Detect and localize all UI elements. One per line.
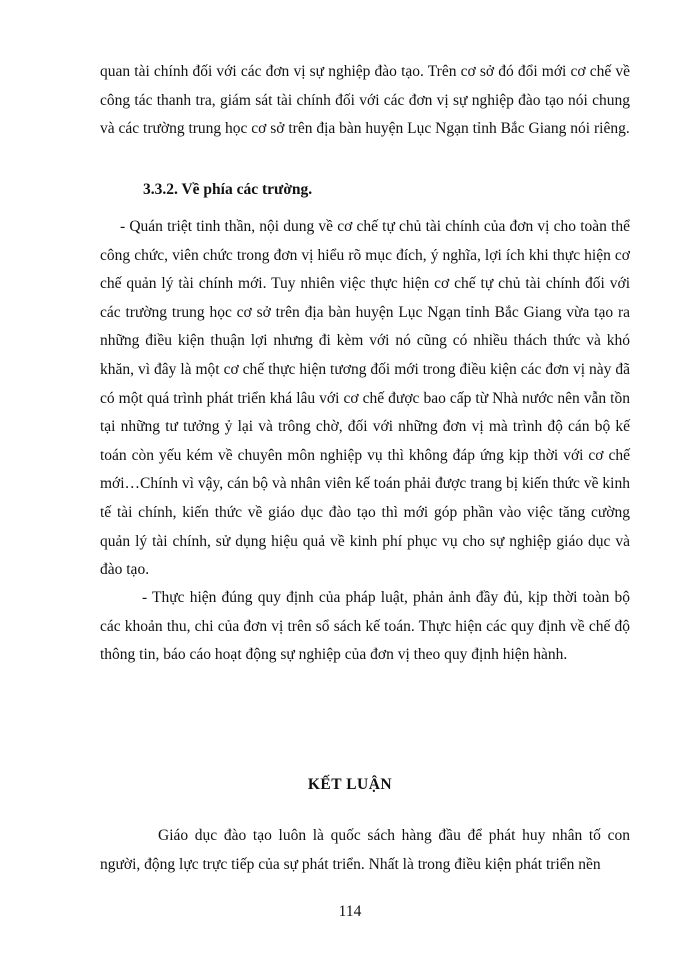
page-number: 114 xyxy=(338,903,362,920)
section-heading: 3.3.2. Về phía các trường. xyxy=(143,181,313,198)
conclusion-title: KẾT LUẬN xyxy=(307,776,393,793)
continued-paragraph: quan tài chính đối với các đơn vị sự nghiệp đào tạo. Trên cơ sở đó đổi mới cơ chế về công tác thanh tra, giám sát tài chính đối với các đơn vị sự nghiệp đào tạo nói chung và các trường trung học cơ sở trên địa bàn huyện Lục Ngạn tỉnh Bắc Giang nói riêng. xyxy=(100,63,630,138)
conclusion-paragraph: Giáo dục đào tạo luôn là quốc sách hàng đầu để phát huy nhân tố con người, động lực trực tiếp của sự phát triển. Nhất là trong điều kiện phát triển nền xyxy=(100,827,630,873)
paragraph-schools-1: - Quán triệt tinh thần, nội dung về cơ chế tự chủ tài chính của đơn vị cho toàn thể công chức, viên chức trong đơn vị hiểu rõ mục đích, ý nghĩa, lợi ích khi thực hiện cơ chế quản lý tài chính mới. Tuy nhiên việc thực hiện cơ chế tự chủ tài chính đối với các trường trung học cơ sở trên địa bàn huyện Lục Ngạn tỉnh Bắc Giang vừa tạo ra những điều kiện thuận lợi nhưng đi kèm với nó cũng có nhiều thách thức và khó khăn, vì đây là một cơ chế thực hiện tương đối mới trong điều kiện các đơn vị này đã có một quá trình phát triển khá lâu với cơ chế được bao cấp từ Nhà nước nên vẫn tồn tại những tư tưởng ỷ lại và trông chờ, đối với những đơn vị mà trình độ cán bộ kế toán còn yếu kém về chuyên môn nghiệp vụ thì không đáp ứng kịp thời với cơ chế mới…Chính vì vậy, cán bộ và nhân viên kế toán phải được trang bị kiến thức về kinh tế tài chính, kiến thức về giáo dục đào tạo thì mới góp phần vào việc tăng cường quản lý tài chính, sử dụng hiệu quả về kinh phí phục vụ cho sự nghiệp giáo dục và đào tạo. xyxy=(100,218,630,579)
paragraph-schools-2: - Thực hiện đúng quy định của pháp luật, phản ảnh đầy đủ, kịp thời toàn bộ các khoản thu, chi của đơn vị trên sổ sách kế toán. Thực hiện các quy định về chế độ thông tin, báo cáo hoạt động sự nghiệp của đơn vị theo quy định hiện hành. xyxy=(100,589,630,664)
